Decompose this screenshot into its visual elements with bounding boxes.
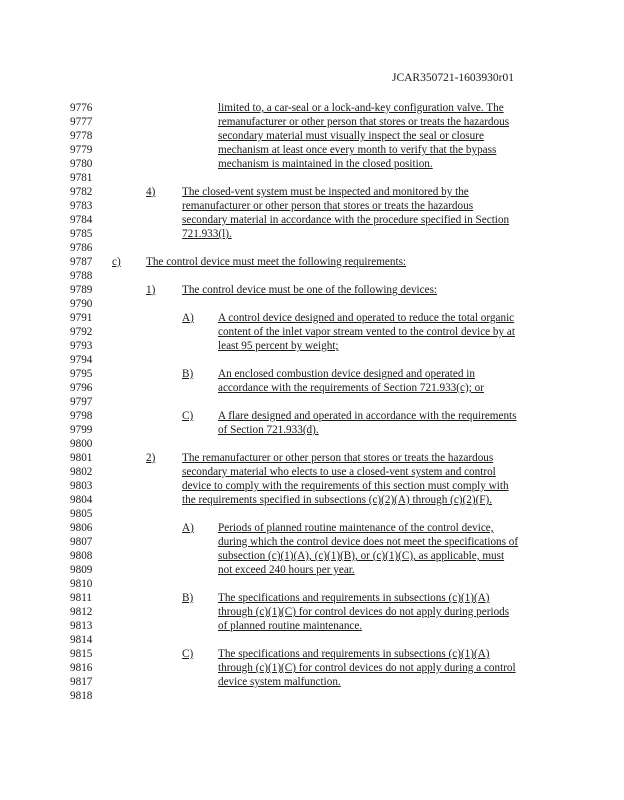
text-line: The closed-vent system must be inspected and monitored by the (182, 186, 469, 198)
line-number: 9802 (70, 466, 93, 478)
text-line: during which the control device does not meet the specifications of (218, 536, 519, 548)
line-number: 9811 (70, 592, 92, 604)
line-number: 9799 (70, 424, 93, 436)
text-line: content of the inlet vapor stream vented to the control device by at (218, 326, 515, 338)
text-line: device to comply with the requirements of this section must comply with (182, 480, 509, 492)
text-line: The remanufacturer or other person that stores or treats the hazardous (182, 452, 494, 464)
item-label: c) (112, 256, 121, 268)
text-line: remanufacturer or other person that stores or treats the hazardous (218, 116, 510, 128)
text-line: subsection (c)(1)(A), (c)(1)(B), or (c)(1)(C), as applicable, must (218, 550, 505, 562)
line-number: 9780 (70, 158, 93, 170)
line-number: 9786 (70, 242, 93, 254)
item-label: A) (182, 312, 194, 324)
item-label: C) (182, 648, 194, 660)
text-line: of Section 721.933(d). (218, 424, 319, 436)
text-line: least 95 percent by weight; (218, 340, 339, 352)
line-number: 9798 (70, 410, 93, 422)
text-line: A flare designed and operated in accordance with the requirements (218, 410, 517, 422)
line-number: 9809 (70, 564, 93, 576)
item-label: 4) (146, 186, 156, 198)
line-number: 9804 (70, 494, 93, 506)
text-line: the requirements specified in subsections (c)(2)(A) through (c)(2)(F). (182, 494, 493, 506)
line-number: 9787 (70, 256, 93, 268)
line-number: 9807 (70, 536, 93, 548)
line-number: 9792 (70, 326, 93, 338)
text-line: limited to, a car-seal or a lock-and-key configuration valve. The (218, 102, 504, 114)
line-number: 9781 (70, 172, 93, 184)
line-number: 9803 (70, 480, 93, 492)
line-number: 9817 (70, 676, 93, 688)
text-line: 721.933(l). (182, 228, 232, 240)
line-number: 9790 (70, 298, 93, 310)
item-label: B) (182, 592, 194, 604)
line-number: 9782 (70, 186, 93, 198)
item-label: A) (182, 522, 194, 534)
line-number: 9800 (70, 438, 93, 450)
text-line: Periods of planned routine maintenance of the control device, (218, 522, 494, 534)
line-number: 9814 (70, 634, 93, 646)
line-number: 9794 (70, 354, 93, 366)
text-line: accordance with the requirements of Section 721.933(c); or (218, 382, 484, 394)
text-line: secondary material who elects to use a closed-vent system and control (182, 466, 496, 478)
line-number: 9818 (70, 690, 93, 702)
line-number: 9789 (70, 284, 93, 296)
line-number: 9801 (70, 452, 93, 464)
text-line: remanufacturer or other person that stores or treats the hazardous (182, 200, 474, 212)
text-line: through (c)(1)(C) for control devices do not apply during periods (218, 606, 510, 618)
text-line: not exceed 240 hours per year. (218, 564, 355, 576)
text-line: The control device must be one of the following devices: (182, 284, 438, 296)
line-number: 9815 (70, 648, 93, 660)
line-number: 9791 (70, 312, 93, 324)
line-number: 9779 (70, 144, 93, 156)
document-id: JCAR350721-1603930r01 (391, 72, 514, 84)
item-label: C) (182, 410, 194, 422)
line-number: 9788 (70, 270, 93, 282)
item-label: 1) (146, 284, 156, 296)
item-label: 2) (146, 452, 156, 464)
text-line: The specifications and requirements in subsections (c)(1)(A) (218, 592, 490, 604)
line-number: 9813 (70, 620, 93, 632)
line-number: 9777 (70, 116, 93, 128)
line-number: 9785 (70, 228, 93, 240)
text-line: secondary material must visually inspect the seal or closure (218, 130, 484, 142)
line-number: 9795 (70, 368, 93, 380)
text-line: secondary material in accordance with the procedure specified in Section (182, 214, 510, 226)
line-number: 9784 (70, 214, 93, 226)
item-label: B) (182, 368, 194, 380)
text-line: A control device designed and operated to reduce the total organic (218, 312, 515, 324)
line-number: 9806 (70, 522, 93, 534)
line-number: 9797 (70, 396, 93, 408)
text-line: The control device must meet the following requirements: (146, 256, 407, 268)
line-number: 9805 (70, 508, 93, 520)
text-line: through (c)(1)(C) for control devices do not apply during a control (218, 662, 516, 674)
line-number: 9816 (70, 662, 93, 674)
text-line: The specifications and requirements in subsections (c)(1)(A) (218, 648, 490, 660)
text-line: mechanism at least once every month to verify that the bypass (218, 144, 497, 156)
text-line: device system malfunction. (218, 676, 341, 688)
line-number: 9810 (70, 578, 93, 590)
text-line: mechanism is maintained in the closed position. (218, 158, 433, 170)
text-line: An enclosed combustion device designed and operated in (218, 368, 475, 380)
line-number: 9783 (70, 200, 93, 212)
line-number: 9796 (70, 382, 93, 394)
line-number: 9778 (70, 130, 93, 142)
line-number: 9793 (70, 340, 93, 352)
line-number: 9808 (70, 550, 93, 562)
text-line: of planned routine maintenance. (218, 620, 363, 632)
line-number: 9812 (70, 606, 93, 618)
line-number: 9776 (70, 102, 93, 114)
